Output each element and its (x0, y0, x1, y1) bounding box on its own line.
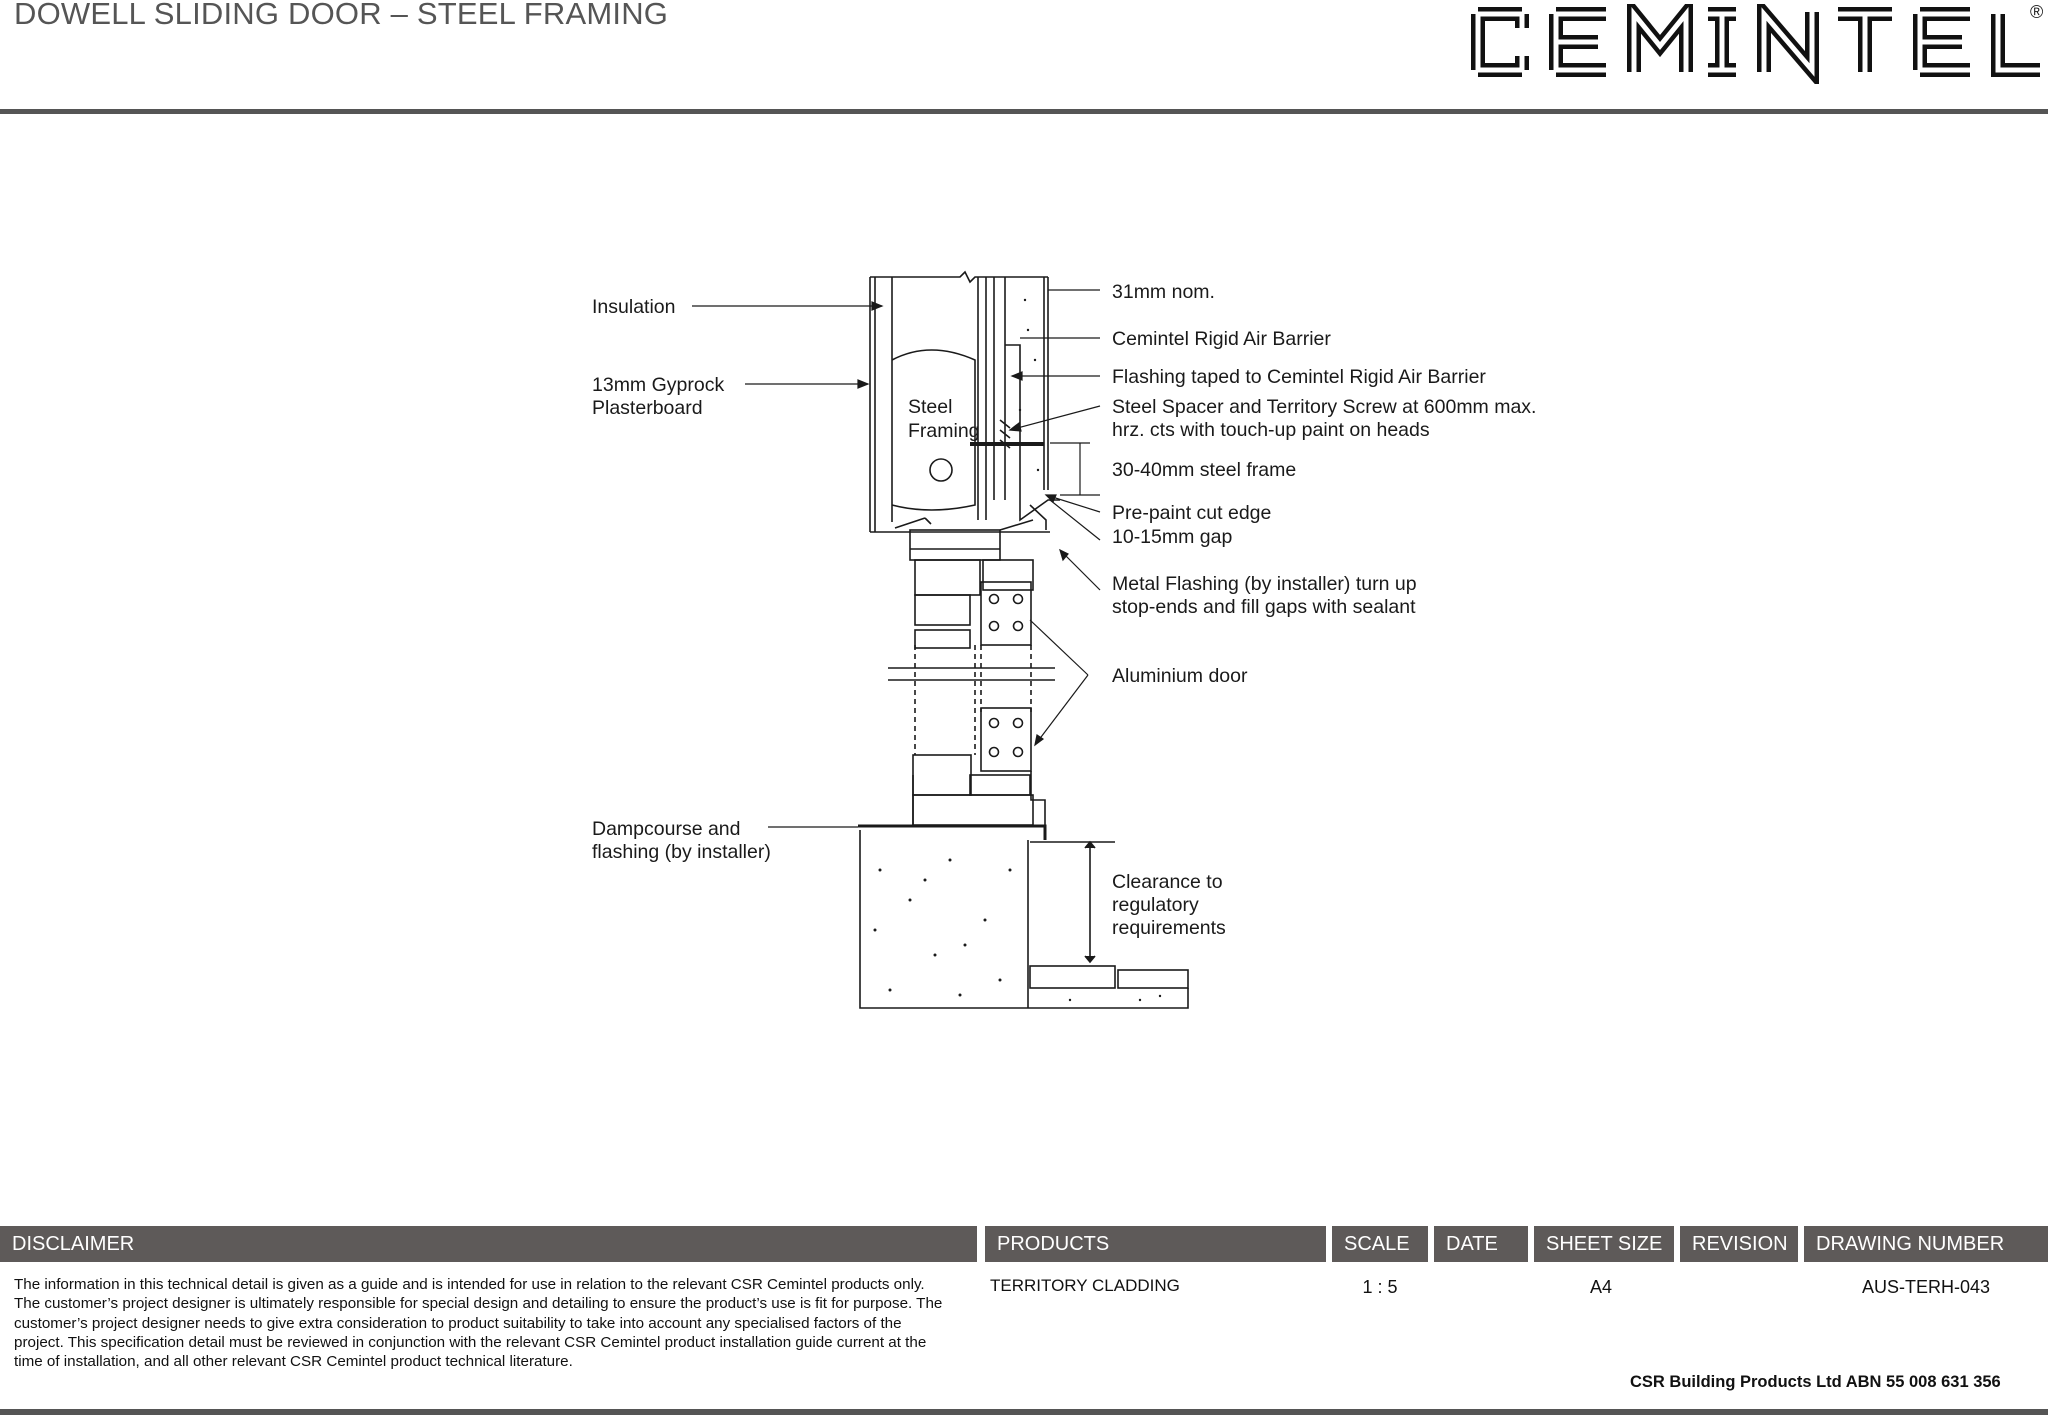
callout-flashing-taped: Flashing taped to Cemintel Rigid Air Barrier (1112, 366, 1486, 388)
callout-insulation: Insulation (592, 296, 676, 318)
scale-value: 1 : 5 (1362, 1277, 1398, 1297)
header-sheet-size: SHEET SIZE (1534, 1226, 1674, 1262)
label-steel: Steel (908, 396, 953, 418)
disclaimer-text: The information in this technical detail is given as a guide and is intended for use in relation to the relevant CSR Cemintel products only. The customer’s project designer is ultimately responsible for special design and detailing to ensure the product’s use is fit for purpose. The customer’s project designer needs to give extra consideration to product suitability to take into account any specialised factors of the project. This specification detail must be reviewed in conjunction with the relevant CSR Cemintel product installation guide current at the time of installation, and all other relevant CSR Cemintel product technical literature. (14, 1276, 943, 1371)
callout-nom: 31mm nom. (1112, 281, 1215, 303)
company-abn: CSR Building Products Ltd ABN 55 008 631 356 (1630, 1373, 2001, 1391)
callout-clearance-3: requirements (1112, 917, 1226, 939)
drawing-title: DOWELL SLIDING DOOR – STEEL FRAMING (14, 0, 669, 31)
callout-clearance-2: regulatory (1112, 894, 1199, 916)
header-revision: REVISION (1680, 1226, 1798, 1262)
sheet-size-value: A4 (1589, 1277, 1613, 1297)
callout-dampcourse-2: flashing (by installer) (592, 841, 771, 863)
callout-aluminium-door: Aluminium door (1112, 665, 1248, 687)
callout-spacer-1: Steel Spacer and Territory Screw at 600mm max. (1112, 396, 1537, 418)
products-value: TERRITORY CLADDING (990, 1276, 1180, 1295)
callout-pre-paint: Pre-paint cut edge (1112, 502, 1272, 524)
callout-clearance-1: Clearance to (1112, 871, 1223, 893)
header-products: PRODUCTS (985, 1226, 1326, 1262)
callout-gyprock-1: 13mm Gyprock (592, 374, 725, 396)
footer-rule (0, 1409, 2048, 1415)
callout-spacer-2: hrz. cts with touch-up paint on heads (1112, 419, 1430, 441)
callout-gyprock-2: Plasterboard (592, 397, 703, 419)
header-date: DATE (1434, 1226, 1528, 1262)
callout-metal-flashing-1: Metal Flashing (by installer) turn up (1112, 573, 1417, 595)
registered-mark: ® (2030, 2, 2044, 22)
callout-gap: 10-15mm gap (1112, 526, 1233, 548)
callout-air-barrier: Cemintel Rigid Air Barrier (1112, 328, 1331, 350)
callout-dampcourse-1: Dampcourse and (592, 818, 741, 840)
callout-steel-frame: 30-40mm steel frame (1112, 459, 1297, 481)
header-disclaimer: DISCLAIMER (0, 1226, 977, 1262)
header-drawing-number: DRAWING NUMBER (1804, 1226, 2048, 1262)
label-framing: Framing (908, 420, 980, 442)
drawing-number-value: AUS-TERH-043 (1861, 1277, 1991, 1297)
callout-metal-flashing-2: stop-ends and fill gaps with sealant (1112, 596, 1416, 618)
header-scale: SCALE (1332, 1226, 1428, 1262)
